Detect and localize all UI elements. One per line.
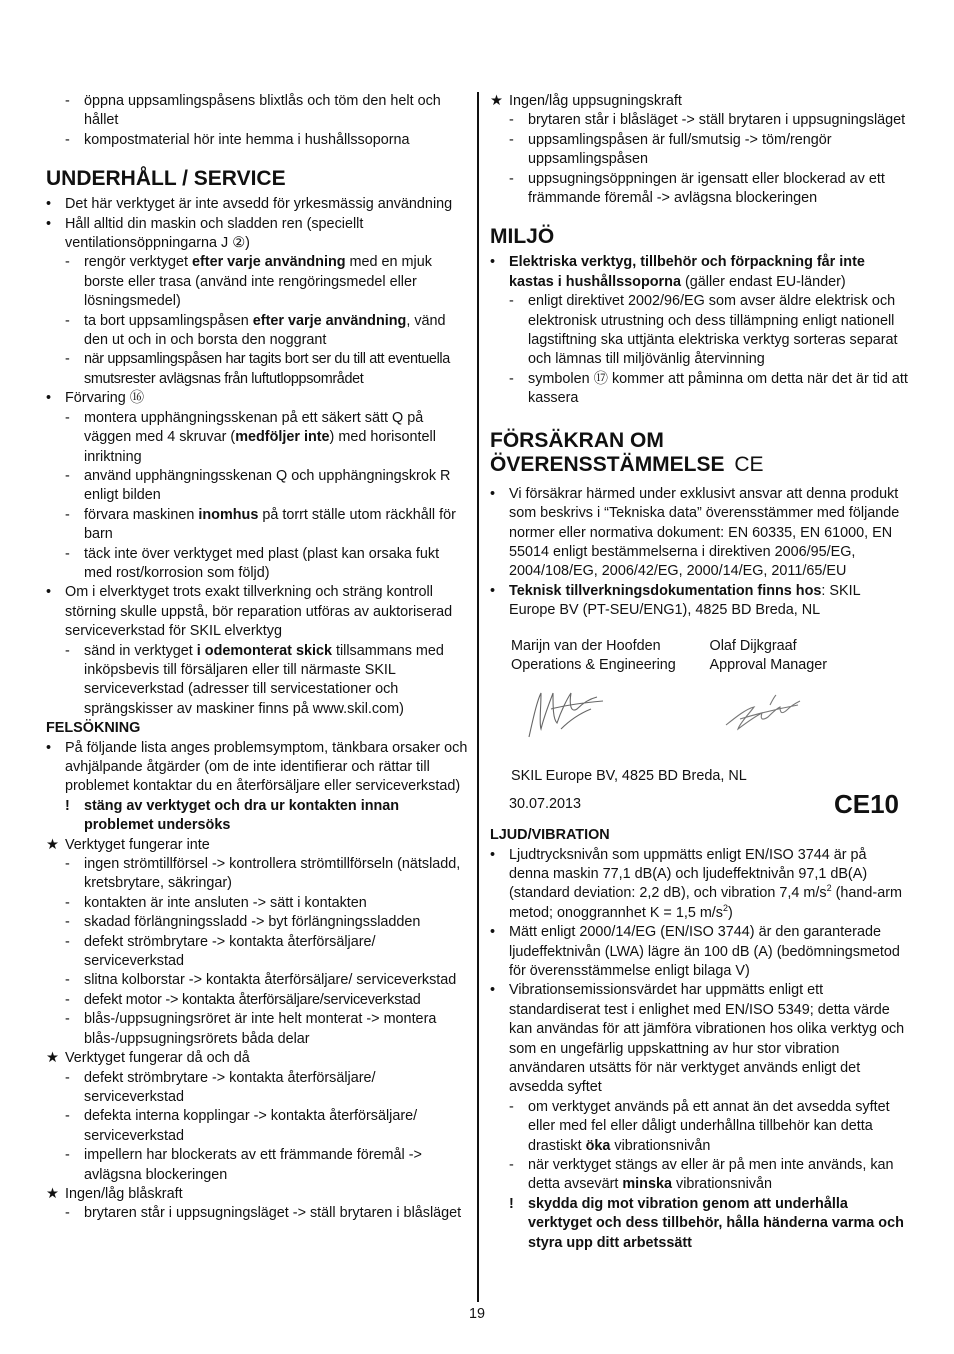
ce-mark-icon: CE10 — [833, 788, 899, 819]
column-divider — [477, 92, 479, 1302]
signature-images — [490, 679, 908, 759]
bullet-item: • Mätt enligt 2000/14/EG (EN/ISO 3744) är den garanterade ljudeffektnivån (LWA) lägre än 100 dB (A) (bedömningsmetod för överensstämmelse enligt bilaga V) — [490, 924, 900, 979]
list-item: - defekt strömbrytare -> kontakta återförsäljare/ serviceverkstad — [65, 1069, 376, 1105]
list-item: - kompostmaterial hör inte hemma i hushållssoporna — [65, 131, 410, 148]
bullet-item: • Elektriska verktyg, tillbehör och förpackning får inte kastas i hushållssoporna (gäller endast EU-länder) — [490, 254, 865, 290]
list-item: - defekt strömbrytare -> kontakta återförsäljare/ serviceverkstad — [65, 933, 376, 970]
page-number: 19 — [468, 1306, 485, 1322]
list-item: - enligt direktivet 2002/96/EG som avser äldre elektrisk och elektronisk utrustning och dess tillämpning enligt nationell lagstiftning ska uttjänta elektriska verktyg sorteras separat och lämnas till miljövänlig återvinning — [509, 293, 898, 368]
list-item: - sänd in verktyget i odemonterat skick tillsammans med inköpsbevis till försäljaren eller till närmaste SKIL serviceverkstad (adresser till servicestationer och sprängskisser av maskiner finns på www.skil.com) — [65, 642, 444, 717]
declaration-date: 30.07.2013 — [509, 795, 582, 812]
company-address: SKIL Europe BV, 4825 BD Breda, NL — [511, 768, 747, 785]
list-item: - täck inte över verktyget med plast (plast kan orsaka fukt med rost/korrosion som följd) — [65, 545, 440, 581]
bullet-item: • Det här verktyget är inte avsedd för yrkesmässig användning — [46, 196, 453, 213]
star-item: ★ Verktyget fungerar inte — [46, 836, 210, 853]
subheading-noise-vibration: LJUD/VIBRATION — [490, 827, 610, 844]
section-heading-maintenance: UNDERHÅLL / SERVICE — [46, 167, 286, 191]
bullet-item: • Håll alltid din maskin och sladden ren (speciellt ventilationsöppningarna J ②) — [46, 215, 364, 252]
signatories — [490, 637, 908, 676]
list-item: - brytaren står i uppsugningsläget -> ställ brytaren i blåsläget — [65, 1205, 462, 1222]
list-item: - montera upphängningsskenan på ett säkert sätt Q på väggen med 4 skruvar (medföljer inte) med horisontell inriktning — [65, 409, 436, 465]
bullet-item: • Teknisk tillverkningsdokumentation finns hos: SKIL Europe BV (PT-SEU/ENG1), 4825 BD Breda, NL — [490, 582, 861, 619]
right-column — [490, 92, 908, 1253]
bullet-item: • Vibrationsemissionsvärdet har uppmätts enligt ett standardiserat test i enlighet med EN/ISO 5349; detta värde kan användas för att jämföra vibrationen hos olika verktyg och som en ungefärlig uppskattning av hur stor vibration användaren utsätts för när verktyget används enligt det avsedda syftet — [490, 982, 905, 1096]
list-item: - ingen strömtillförsel -> kontrollera strömtillförseln (nätsladd, kretsbrytare, säkringar) — [65, 856, 461, 892]
list-item: - impellern har blockerats av ett främmande föremål -> avlägsna blockeringen — [65, 1147, 422, 1183]
section-heading-declaration: FÖRSÄKRAN OM ÖVERENSSTÄMMELSE CE — [490, 428, 764, 476]
list-item: - uppsamlingspåsen är full/smutsig -> töm/rengör uppsamlingspåsen — [509, 131, 832, 168]
list-item: - rengör verktyget efter varje användning med en mjuk borste eller trasa (använd inte rengöringsmedel eller lösningsmedel) — [65, 254, 432, 310]
section-heading-environment: MILJÖ — [490, 225, 555, 249]
list-item: - defekta interna kopplingar -> kontakta återförsäljare/ serviceverkstad — [65, 1108, 418, 1144]
bullet-item: • Om i elverktyget trots exakt tillverkning och sträng kontroll störning skulle uppstå, bör reparation utföras av auktoriserad serviceverkstad för SKIL elverktyg — [46, 584, 453, 640]
list-item: - brytaren står i blåsläget -> ställ brytaren i uppsugningsläget — [509, 112, 906, 129]
list-item: - öppna uppsamlingspåsens blixtlås och töm den helt och hållet — [65, 93, 441, 129]
subheading-troubleshooting: FELSÖKNING — [46, 720, 141, 737]
date-row — [490, 788, 899, 819]
warning-item: ! skydda dig mot vibration genom att underhålla verktyget och dess tillbehör, hålla händerna varma och styra upp ditt arbetssätt — [509, 1195, 904, 1251]
left-column — [46, 92, 470, 1224]
signatory-1: Marijn van der Hoofden Operations & Engineering — [511, 637, 676, 673]
star-item: ★ Ingen/låg blåskraft — [46, 1185, 183, 1202]
signature-2-image — [710, 679, 820, 749]
list-item: - använd upphängningsskenan Q och upphängningskrok R enligt bilden — [65, 467, 451, 504]
list-item: - kontakten är inte ansluten -> sätt i kontakten — [65, 894, 367, 911]
list-item: - uppsugningsöppningen är igensatt eller blockerad av ett främmande föremål -> avlägsna blockeringen — [509, 170, 885, 207]
signature-1-image — [511, 679, 621, 749]
bullet-item: • Ljudtrycksnivån som uppmätts enligt EN/ISO 3744 är på denna maskin 77,1 dB(A) och ljudeffektnivån 97,1 dB(A) (standard deviation: 2,2 dB), och vibration 7,4 $m/s^2$ (hand-arm metod; onoggrannhet K = 1,5 $m/s^2$) — [490, 846, 902, 921]
list-item: - när uppsamlingspåsen har tagits bort ser du till att eventuella smutsrester avlägsnas från luftutloppsområdet — [65, 351, 450, 387]
star-item: ★ Ingen/låg uppsugningskraft — [490, 93, 682, 109]
warning-item: ! stäng av verktyget och dra ur kontakten innan problemet undersöks — [65, 797, 400, 834]
list-item: - defekt motor -> kontakta återförsäljare/serviceverkstad — [65, 991, 421, 1008]
list-item: - om verktyget används på ett annat än det avsedda syftet eller med fel eller dåligt underhållna tillbehör kan detta drastiskt öka vibrationsnivån — [509, 1098, 890, 1154]
list-item: - förvara maskinen inomhus på torrt ställe utom räckhåll för barn — [65, 506, 456, 543]
list-item: - slitna kolborstar -> kontakta återförsäljare/ serviceverkstad — [65, 972, 457, 989]
list-item: - symbolen ⑰ kommer att påminna om detta när det är tid att kassera — [509, 370, 908, 407]
list-item: - ta bort uppsamlingspåsen efter varje användning, vänd den ut och in och borsta den noggrant — [65, 312, 446, 349]
list-item: - blås-/uppsugningsröret är inte helt monterat -> montera blås-/uppsugningsrörets båda delar — [65, 1011, 437, 1047]
bullet-item: • På följande lista anges problemsymptom, tänkbara orsaker och avhjälpande åtgärder (om de inte identifierar och rättar till problemet kontaktar du en återförsäljare eller serviceverkstad) — [46, 739, 468, 795]
list-item: - skadad förlängningssladd -> byt förlängningssladden — [65, 914, 421, 931]
list-item: - när verktyget stängs av eller är på men inte används, kan detta avsevärt minska vibrationsnivån — [509, 1157, 894, 1193]
bullet-item: • Förvaring ⑯ — [46, 390, 145, 407]
star-item: ★ Verktyget fungerar då och då — [46, 1050, 250, 1067]
signatory-2: Olaf Dijkgraaf Approval Manager — [709, 637, 828, 673]
bullet-item: • Vi försäkrar härmed under exklusivt ansvar att denna produkt som beskrivs i “Tekniska data” överensstämmer med följande normer eller normativa dokument: EN 60335, EN 61000, EN 55014 enligt bestämmelserna i direktiven 2006/95/EG, 2004/108/EG, 2006/42/EG, 2000/14/EG, 2011/65/EU — [490, 485, 900, 580]
ce-mark-icon: CE — [734, 452, 764, 476]
